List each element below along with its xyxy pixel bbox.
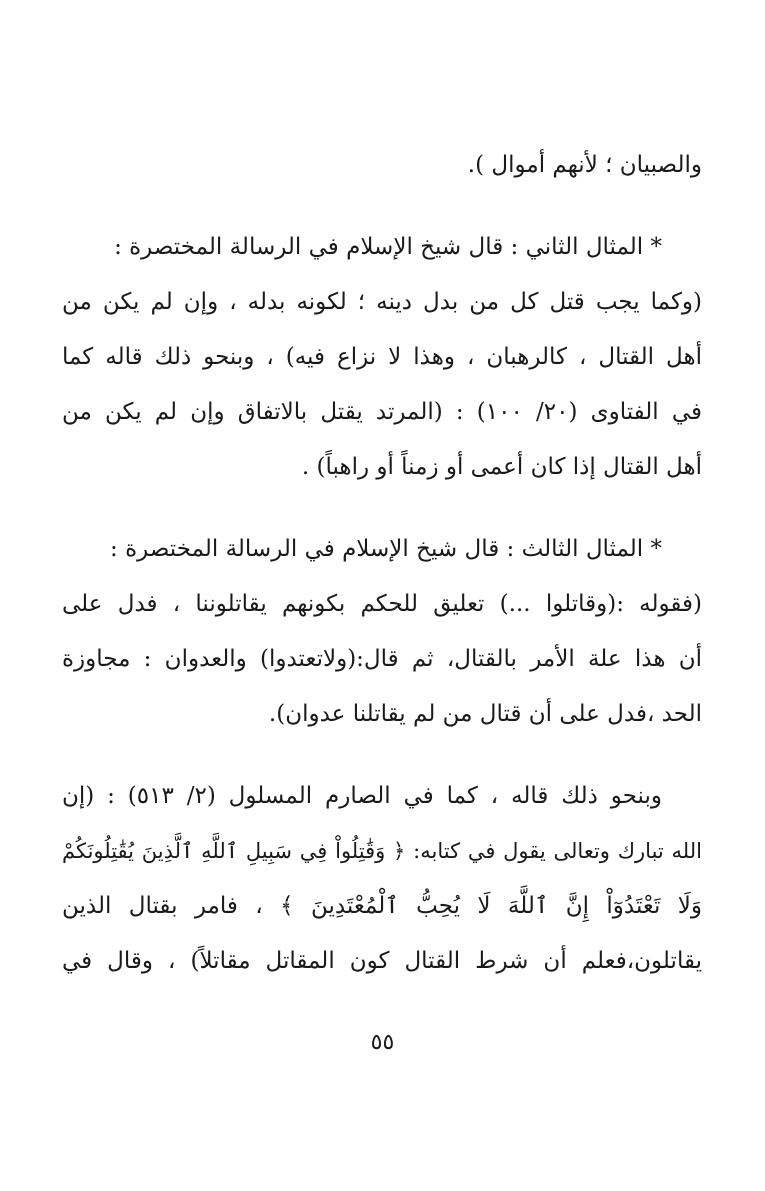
page-number: ٥٥ (370, 1030, 395, 1055)
quran-verse-line: الله تبارك وتعالى يقول في كتابه: ﴿ وَقَٰتِلُواْ فِي سَبِيلِ ٱللَّهِ ٱلَّذِينَ يُقَٰتِلُونَكُمْ (62, 839, 702, 863)
text-line: * المثال الثالث : قال شيخ الإسلام في الرسالة المختصرة : (110, 536, 662, 562)
text-line: أهل القتال إذا كان أعمى أو زمناً أو راهباً) . (301, 454, 702, 480)
text-line: أن هذا علة الأمر بالقتال، ثم قال:(ولاتعتدوا) والعدوان : مجاوزة (62, 646, 702, 672)
paragraph-1 (62, 138, 702, 193)
text-line: (فقوله :(وقاتلوا ...) تعليق للحكم بكونهم يقاتلوننا ، فدل على (62, 591, 702, 617)
text-line: يقاتلون،فعلم أن شرط القتال كون المقاتل مقاتلاً) ، وقال في (62, 948, 702, 974)
text-line: والصبيان ؛ لأنهم أموال ). (467, 152, 702, 178)
quran-verse-line: وَلَا تَعْتَدُوٓاْ إِنَّ ٱللَّهَ لَا يُحِبُّ ٱلْمُعْتَدِينَ ﴾ ، فامر بقتال الذين (62, 893, 702, 919)
paragraph-gap (62, 495, 702, 522)
text-line: وبنحو ذلك قاله ، كما في الصارم المسلول (٢/ ٥١٣) : (إن (62, 783, 662, 809)
paragraph-gap (62, 742, 702, 769)
text-line: * المثال الثاني : قال شيخ الإسلام في الرسالة المختصرة : (114, 234, 662, 260)
paragraph-3 (62, 522, 702, 742)
paragraph-2 (62, 220, 702, 495)
paragraph-4 (62, 769, 702, 989)
page-body (62, 138, 702, 989)
text-line: في الفتاوى (٢٠/ ١٠٠) : (المرتد يقتل بالاتفاق وإن لم يكن من (62, 399, 702, 425)
text-line: الحد ،فدل على أن قتال من لم يقاتلنا عدوان). (268, 701, 702, 727)
paragraph-gap (62, 193, 702, 220)
text-line: أهل القتال ، كالرهبان ، وهذا لا نزاع فيه) ، وبنحو ذلك قاله كما (62, 344, 702, 370)
text-line: (وكما يجب قتل كل من بدل دينه ؛ لكونه بدله ، وإن لم يكن من (62, 289, 702, 315)
